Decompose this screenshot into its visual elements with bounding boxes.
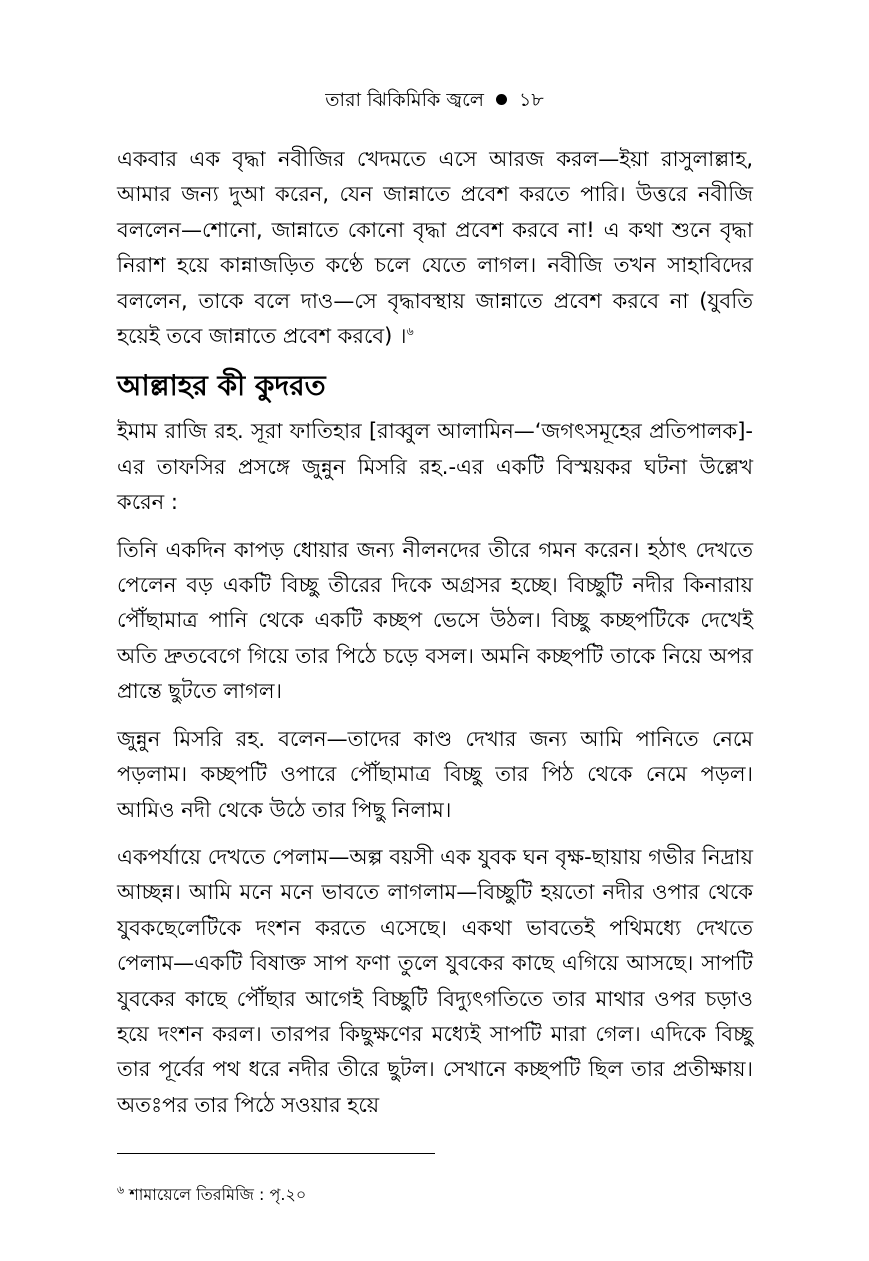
running-header (0, 86, 869, 114)
footnote-text: শামায়েলে তিরমিজি : পৃ.২০ (129, 1185, 307, 1204)
paragraph-3: তিনি একদিন কাপড় ধোয়ার জন্য নীলনদের তীরে গমন করেন। হঠাৎ দেখতে পেলেন বড় একটি বিচ্ছু তীরের দিকে অগ্রসর হচ্ছে। বিচ্ছুটি নদীর কিনারায় পৌঁছামাত্র পানি থেকে একটি কচ্ছপ ভেসে উঠল। বিচ্ছু কচ্ছপটিকে দেখেই অতি দ্রুতবেগে গিয়ে তার পিঠে চড়ে বসল। অমনি কচ্ছপটি তাকে নিয়ে অপর প্রান্তে ছুটতে লাগল। (117, 537, 753, 704)
paragraph-4: জুন্নুন মিসরি রহ. বলেন—তাদের কাণ্ড দেখার জন্য আমি পানিতে নেমে পড়লাম। কচ্ছপটি ওপারে পৌঁছামাত্র বিচ্ছু তার পিঠ থেকে নেমে পড়ল। আমিও নদী থেকে উঠে তার পিছু নিলাম। (117, 726, 753, 822)
paragraph-1-text: একবার এক বৃদ্ধা নবীজির খেদমতে এসে আরজ করল—ইয়া রাসুলাল্লাহ, আমার জন্য দুআ করেন, যেন জান্নাতে প্রবেশ করতে পারি। উত্তরে নবীজি বললেন—শোনো, জান্নাতে কোনো বৃদ্ধা প্রবেশ করবে না! এ কথা শুনে বৃদ্ধা নিরাশ হয়ে কান্নাজড়িত কণ্ঠে চলে যেতে লাগল। নবীজি তখন সাহাবিদের বললেন, তাকে বলে দাও—সে বৃদ্ধাবস্থায় জান্নাতে প্রবেশ করবে না (যুবতি হয়েই তবে জান্নাতে প্রবেশ করবে) । (117, 147, 753, 349)
footnote-reference: ৬ (406, 325, 414, 339)
paragraph-5: একপর্যায়ে দেখতে পেলাম—অল্প বয়সী এক যুবক ঘন বৃক্ষ-ছায়ায় গভীর নিদ্রায় আচ্ছন্ন। আমি মনে মনে ভাবতে লাগলাম—বিচ্ছুটি হয়তো নদীর ওপার থেকে যুবকছেলেটিকে দংশন করতে এসেছে। একথা ভাবতেই পথিমধ্যে দেখতে পেলাম—একটি বিষাক্ত সাপ ফণা তুলে যুবকের কাছে এগিয়ে আসছে। সাপটি যুবকের কাছে পৌঁছার আগেই বিচ্ছুটি বিদ্যুৎগতিতে তার মাথার ওপর চড়াও হয়ে দংশন করল। তারপর কিছুক্ষণের মধ্যেই সাপটি মারা গেল। এদিকে বিচ্ছু তার পূর্বের পথ ধরে নদীর তীরে ছুটল। সেখানে কচ্ছপটি ছিল তার প্রতীক্ষায়। অতঃপর তার পিঠে সওয়ার হয়ে (117, 844, 753, 1117)
book-title: তারা ঝিকিমিকি জ্বলে (325, 89, 484, 111)
footnote-divider (117, 1153, 435, 1154)
paragraph-2: ইমাম রাজি রহ. সূরা ফাতিহার [রাব্বুল আলামিন—‘জগৎসমূহের প্রতিপালক]-এর তাফসির প্রসঙ্গে জুন্নুন মিসরি রহ.-এর একটি বিস্ময়কর ঘটনা উল্লেখ করেন : (117, 419, 753, 515)
paragraph-1 (117, 142, 753, 354)
footnote-marker: ৬ (117, 1183, 125, 1197)
page-number: ১৮ (519, 89, 544, 111)
footnote (117, 1183, 306, 1207)
section-heading: আল্লাহর কী কুদরত (117, 369, 326, 403)
bullet-dot-icon (496, 94, 507, 105)
page-content (117, 142, 753, 1135)
